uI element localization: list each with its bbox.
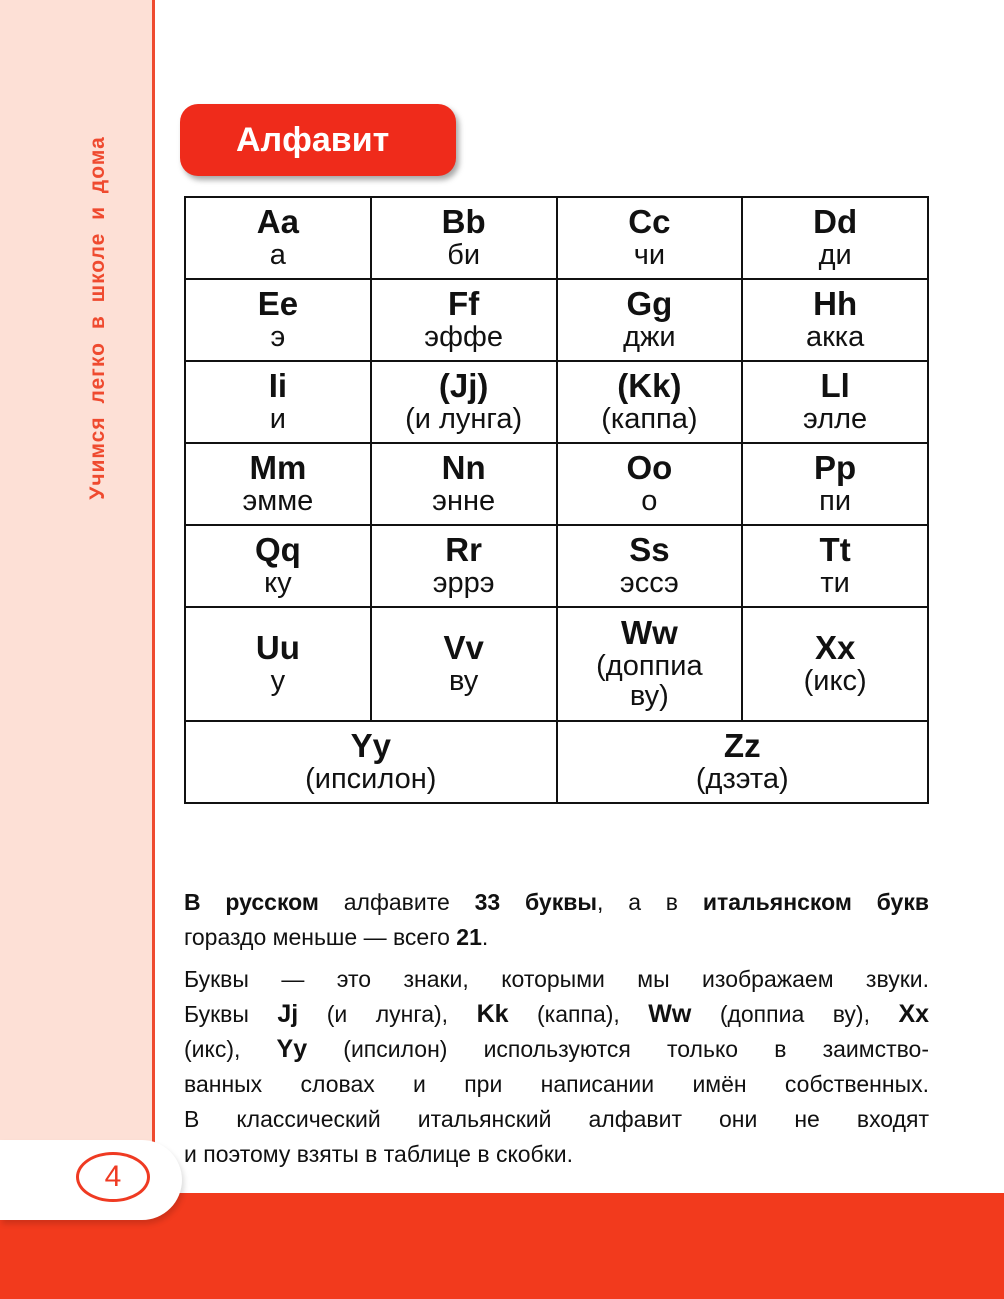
text: . (481, 924, 489, 950)
letter-cell (742, 607, 928, 721)
text-line: В классический итальянский алфавит они не входят (184, 1106, 929, 1132)
letter: (Kk) (617, 367, 682, 405)
letter: Xx (814, 629, 856, 667)
letter-cell (557, 279, 743, 361)
letter: Ff (448, 285, 480, 323)
pronunciation: чи (633, 239, 666, 272)
letter: Ee (257, 285, 299, 323)
letter-cell (185, 361, 371, 443)
text-line: ванных словах и при написании имён собственных. (184, 1071, 929, 1097)
table-row (185, 361, 928, 443)
sidebar-strip (0, 0, 152, 1299)
paragraph-letters-explanation (184, 962, 929, 1172)
letter: Nn (441, 449, 486, 487)
pronunciation: ти (820, 567, 850, 600)
letter: Rr (445, 531, 482, 569)
bold-text: 33 буквы (474, 889, 597, 915)
alphabet-table (184, 196, 929, 804)
letter: Ss (629, 531, 670, 569)
letter-cell (557, 525, 743, 607)
letter: Ii (268, 367, 288, 405)
letter: Yy (350, 727, 391, 765)
letter-cell (185, 279, 371, 361)
letter: Tt (819, 531, 851, 569)
pronunciation: би (447, 239, 481, 272)
letter-cell (185, 443, 371, 525)
table-row (185, 197, 928, 279)
letter-cell (557, 197, 743, 279)
letter: Ll (820, 367, 850, 405)
pronunciation: и (269, 403, 286, 436)
pronunciation: у (270, 665, 286, 698)
text: , а в (597, 889, 679, 915)
sidebar-divider (152, 0, 155, 1299)
text: Буквы (184, 1001, 249, 1027)
text-line (184, 920, 929, 955)
letter-cell (557, 607, 743, 721)
page-title (180, 104, 456, 176)
pronunciation: (доппиа (596, 649, 703, 682)
text: гораздо меньше — всего (184, 924, 450, 950)
bold-letter: Yy (276, 1035, 308, 1063)
bold-letter: Jj (277, 1000, 299, 1028)
letter: Uu (255, 629, 300, 667)
letter-cell (371, 279, 557, 361)
letter-cell (742, 361, 928, 443)
text-line: и поэтому взяты в таблице в скобки. (184, 1141, 574, 1167)
letter-cell (371, 607, 557, 721)
letter: Aa (256, 203, 299, 241)
text: (и лунга), (326, 1001, 449, 1027)
pronunciation: а (269, 239, 286, 272)
letter-cell (185, 197, 371, 279)
bold-text: В русском (184, 889, 319, 915)
text: (икс), (184, 1036, 241, 1062)
bold-letter: Ww (648, 1000, 692, 1028)
pronunciation: эррэ (432, 567, 495, 600)
letter-cell (742, 279, 928, 361)
sidebar-series-title: Учимся легко в школе и дома (86, 136, 109, 500)
bold-letter: Xx (898, 1000, 930, 1028)
pronunciation: ву (448, 665, 479, 698)
text: алфавите (343, 889, 450, 915)
pronunciation: (ипсилон) (305, 763, 437, 796)
pronunciation: энне (432, 485, 496, 518)
letter-cell (371, 443, 557, 525)
letter-cell (742, 525, 928, 607)
bold-text: итальянском букв (702, 889, 929, 915)
letter: Gg (626, 285, 673, 323)
pronunciation: э (270, 321, 286, 354)
letter: Pp (814, 449, 857, 487)
table-row (185, 721, 928, 803)
pronunciation: (каппа) (601, 403, 698, 436)
letter-cell (557, 721, 929, 803)
letter: Vv (443, 629, 484, 667)
letter-cell (185, 607, 371, 721)
table-row (185, 525, 928, 607)
pronunciation: эффе (424, 321, 503, 354)
pronunciation: ку (264, 567, 292, 600)
pronunciation: о (641, 485, 658, 518)
pronunciation-line-2: ву) (629, 680, 669, 713)
letter-cell (557, 443, 743, 525)
letter: Hh (813, 285, 858, 323)
pronunciation: (и лунга) (405, 403, 523, 436)
text: (ипсилон) используются только в заимство- (343, 1036, 930, 1062)
letter: Oo (626, 449, 673, 487)
letter: Ww (620, 614, 678, 652)
pronunciation: эмме (242, 485, 314, 518)
text: (каппа), (537, 1001, 620, 1027)
pronunciation: эссэ (619, 567, 679, 600)
page-number (76, 1152, 150, 1202)
pronunciation: (дзэта) (695, 763, 789, 796)
letter-cell (742, 443, 928, 525)
letter-cell (742, 197, 928, 279)
letter: Zz (723, 727, 761, 765)
table-row (185, 443, 928, 525)
letter-cell (185, 721, 557, 803)
letter-cell (371, 525, 557, 607)
text-line (184, 997, 929, 1032)
letter-cell (371, 197, 557, 279)
page-number-text: 4 (104, 1160, 122, 1193)
pronunciation: (икс) (803, 665, 867, 698)
letter: Qq (254, 531, 301, 569)
pronunciation: ди (818, 239, 852, 272)
pronunciation: пи (819, 485, 852, 518)
letter: Bb (441, 203, 486, 241)
letter-cell (185, 525, 371, 607)
letter: Cc (628, 203, 671, 241)
pronunciation: акка (805, 321, 865, 354)
bold-text: 21 (456, 924, 482, 950)
table-row (185, 607, 928, 721)
letter-cell (371, 361, 557, 443)
letter: Mm (249, 449, 307, 487)
page-title-text: Алфавит (236, 120, 390, 159)
text-line (184, 1032, 929, 1067)
pronunciation: элле (803, 403, 868, 436)
bold-letter: Kk (476, 1000, 509, 1028)
text: (доппиа ву), (719, 1001, 870, 1027)
table-row (185, 279, 928, 361)
letter: (Jj) (438, 367, 489, 405)
paragraph-letter-count (184, 885, 929, 955)
text-line: Буквы — это знаки, которыми мы изображаем звуки. (184, 966, 929, 992)
text-line (184, 885, 929, 920)
letter-cell (557, 361, 743, 443)
letter: Dd (813, 203, 858, 241)
pronunciation: джи (623, 321, 676, 354)
